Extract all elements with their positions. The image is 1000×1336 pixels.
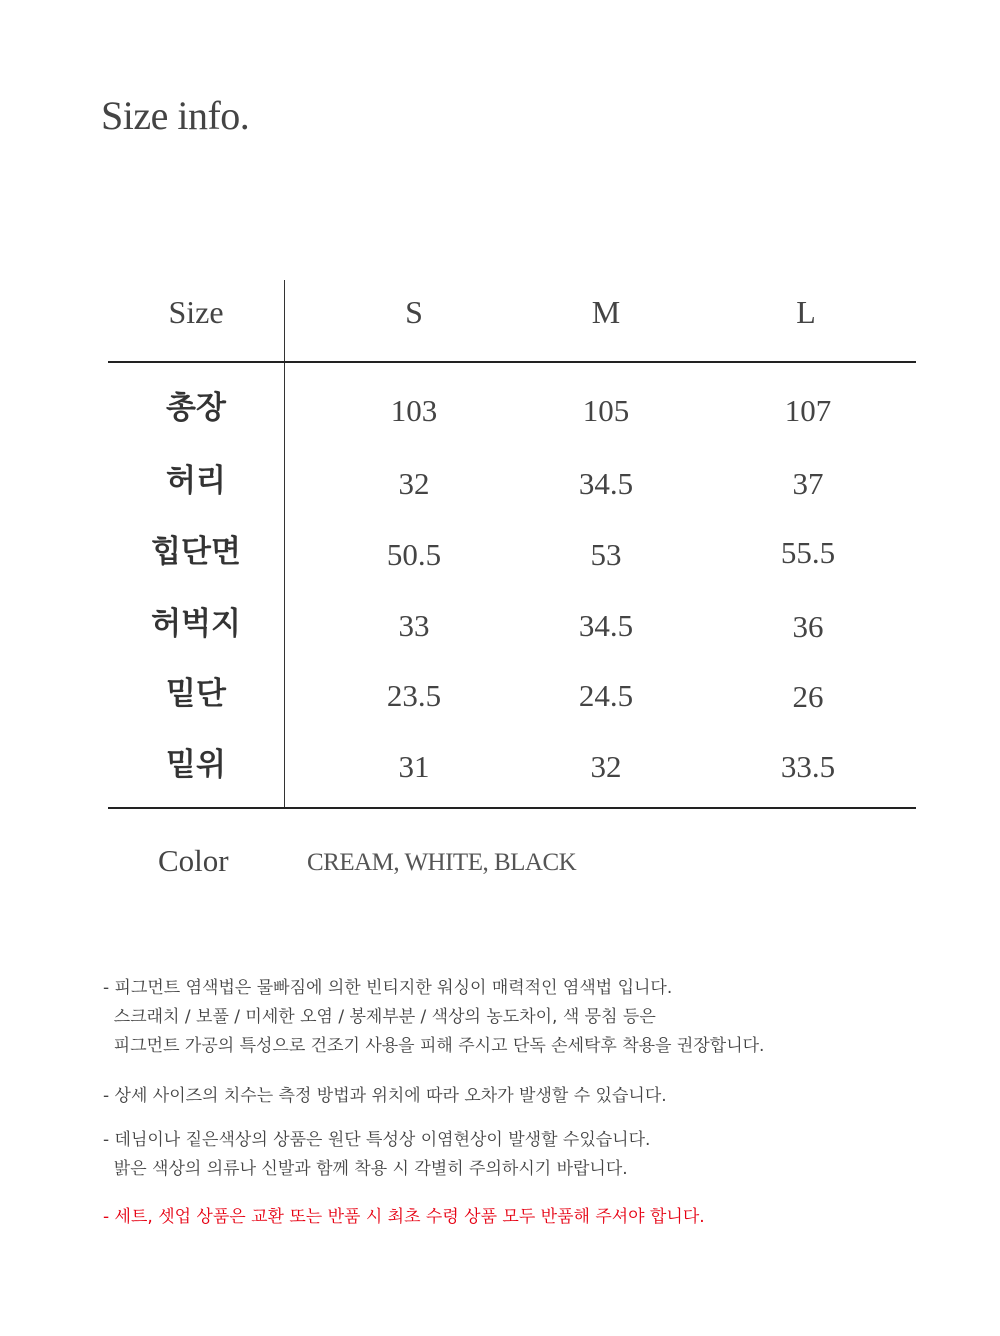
row-label-total-length: 총장 [166,390,226,426]
table-cell: 31 [398,749,430,784]
note-pigment-line-3: 피그먼트 가공의 특성으로 건조기 사용을 피해 주시고 단독 손세탁후 착용을 권장합니다. [103,1036,765,1056]
table-cell: 32 [398,466,430,501]
header-size-s: S [405,294,423,330]
row-label-thigh: 허벅지 [151,606,241,642]
header-size-label: Size [168,294,224,330]
table-cell: 33.5 [780,749,836,784]
table-cell: 33 [398,608,430,643]
note-pigment-line-1: - 피그먼트 염색법은 물빠짐에 의한 빈티지한 워싱이 매력적인 염색법 입니다. [103,978,673,998]
table-cell: 103 [390,393,438,428]
color-label: Color [158,843,229,878]
table-cell: 26 [792,679,824,714]
table-cell: 34.5 [578,466,634,501]
table-cell: 36 [792,609,824,644]
note-measurement: - 상세 사이즈의 치수는 측정 방법과 위치에 따라 오차가 발생할 수 있습니다. [103,1086,667,1106]
color-options: CREAM, WHITE, BLACK [307,849,577,876]
size-table [108,280,916,809]
table-cell: 53 [590,537,622,572]
table-cell: 32 [590,749,622,784]
table-cell: 24.5 [578,678,634,713]
header-size-m: M [591,294,621,330]
table-cell: 34.5 [578,608,634,643]
table-cell: 105 [582,393,630,428]
row-label-rise: 밑위 [166,747,226,783]
note-pigment-line-2: 스크래치 / 보풀 / 미세한 오염 / 봉제부분 / 색상의 농도차이, 색 뭉침 등은 [103,1007,656,1027]
note-dye-transfer-line-2: 밝은 색상의 의류나 신발과 함께 착용 시 각별히 주의하시기 바랍니다. [103,1159,628,1179]
note-set-return-warning: - 세트, 셋업 상품은 교환 또는 반품 시 최초 수령 상품 모두 반품해 주셔야 합니다. [103,1207,705,1227]
table-cell: 55.5 [780,535,836,570]
page-title: Size info. [101,93,250,138]
table-cell: 107 [784,393,832,428]
table-header-divider [108,361,916,363]
table-vertical-divider [284,280,285,809]
table-cell: 37 [792,466,824,501]
row-label-hem: 밑단 [166,676,226,712]
table-bottom-border [108,807,916,809]
note-dye-transfer-line-1: - 데님이나 짙은색상의 상품은 원단 특성상 이염현상이 발생할 수있습니다. [103,1130,651,1150]
row-label-hip: 힙단면 [151,534,241,570]
row-label-waist: 허리 [166,463,226,499]
header-size-l: L [796,294,816,330]
table-cell: 50.5 [386,537,442,572]
table-cell: 23.5 [386,678,442,713]
